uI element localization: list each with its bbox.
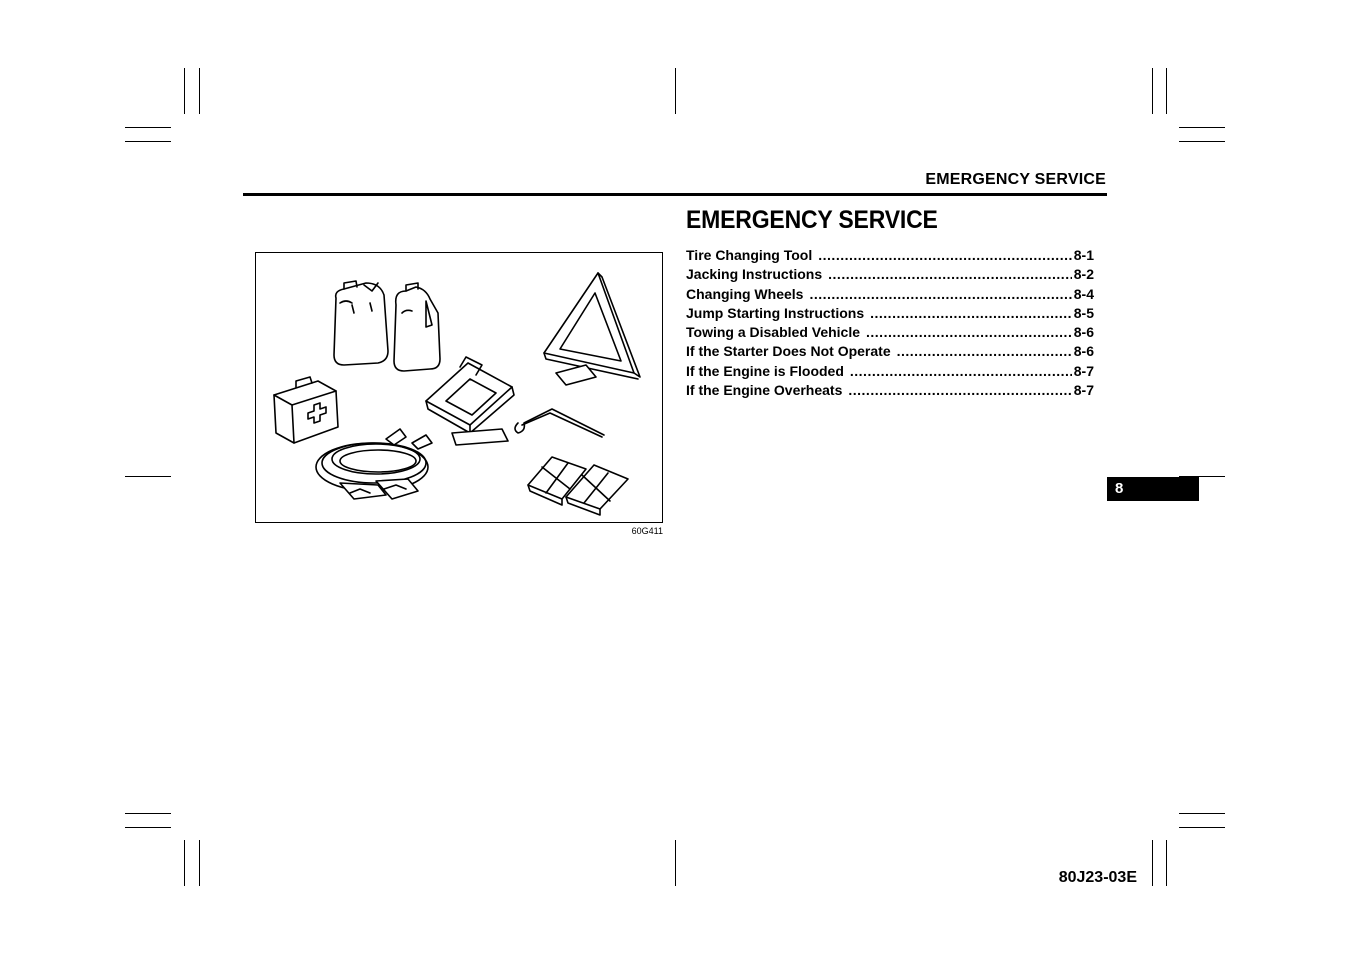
toc-entry-page: 8-5 (1073, 304, 1094, 321)
toc-leader (897, 343, 1072, 359)
toc-entry-title: Jump Starting Instructions (686, 304, 865, 321)
toc-leader (809, 286, 1071, 302)
toc-entry-page: 8-6 (1073, 324, 1094, 341)
toc-entry-page: 8-1 (1073, 247, 1094, 263)
toc-entry[interactable] (686, 363, 1094, 382)
toc-entry-title: If the Engine Overheats (686, 382, 843, 399)
running-header: EMERGENCY SERVICE (925, 171, 1106, 188)
toc-entry[interactable] (686, 382, 1094, 401)
document-code: 80J23-03E (1058, 869, 1137, 886)
chapter-tab[interactable]: 8 (1107, 477, 1199, 501)
toc-entry[interactable] (686, 247, 1094, 266)
toc-entry-title: Jacking Instructions (686, 266, 823, 283)
toc-entry[interactable] (686, 266, 1094, 285)
toc-leader (850, 363, 1072, 379)
toc-entry-title: Changing Wheels (686, 285, 804, 302)
toc-leader (870, 305, 1072, 321)
toc-entry-page: 8-6 (1073, 343, 1094, 360)
toc-leader (866, 324, 1072, 340)
toc-entry[interactable] (686, 305, 1094, 324)
toc-entry-page: 8-7 (1073, 362, 1094, 379)
toc-entry-page: 8-4 (1073, 285, 1094, 302)
toc-entry-title: Tire Changing Tool (686, 247, 813, 263)
jack-handle-icon (515, 409, 604, 437)
toc-entry[interactable] (686, 286, 1094, 305)
toc-leader (818, 247, 1072, 263)
toc-entry-title: If the Engine is Flooded (686, 362, 844, 379)
toc-entry-page: 8-7 (1073, 382, 1094, 399)
fuel-jug-icon (334, 281, 388, 365)
first-aid-kit-icon (274, 377, 338, 443)
section-title: EMERGENCY SERVICE (686, 206, 938, 234)
toc-entry[interactable] (686, 343, 1094, 362)
toc-leader (828, 266, 1072, 282)
toc-entry-page: 8-2 (1073, 266, 1094, 283)
toc-entry-title: If the Starter Does Not Operate (686, 343, 891, 360)
water-jug-icon (394, 283, 440, 371)
header-rule (243, 193, 1107, 196)
toc-entry[interactable] (686, 324, 1094, 343)
warning-triangle-icon (544, 273, 640, 385)
wheel-chocks-icon (528, 457, 628, 515)
scissor-jack-icon (426, 357, 514, 445)
emergency-kit-illustration (255, 252, 663, 523)
toc-leader (848, 382, 1071, 398)
jumper-cables-icon (316, 429, 432, 499)
table-of-contents (686, 247, 1094, 401)
figure-code: 60G411 (631, 526, 663, 536)
toc-entry-title: Towing a Disabled Vehicle (686, 324, 861, 341)
